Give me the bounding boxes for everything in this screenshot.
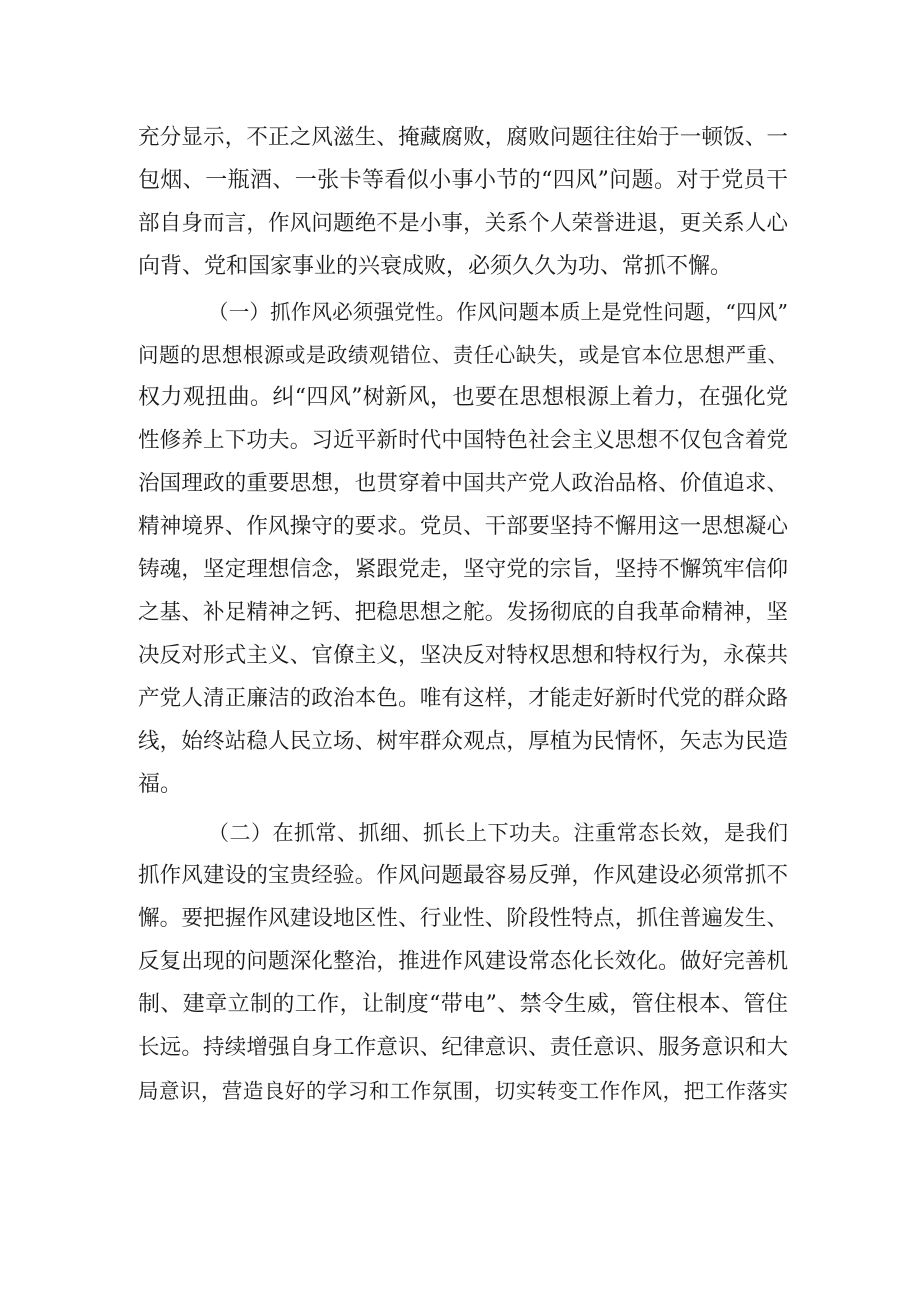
text-line: 产党人清正廉洁的政治本色。唯有这样，才能走好新时代党的群众路 — [138, 686, 788, 711]
text-line: 懈。要把握作风建设地区性、行业性、阶段性特点，抓住普遍发生、 — [138, 906, 788, 931]
text-line: 充分显示，不正之风滋生、掩藏腐败，腐败问题往往始于一顿饭、一 — [138, 125, 788, 150]
text-line: 包烟、一瓶酒、一张卡等看似小事小节的“四风”问题。对于党员干 — [138, 168, 788, 193]
text-line: 局意识，营造良好的学习和工作氛围，切实转变工作作风，把工作落实 — [138, 1079, 788, 1103]
text-line: 反复出现的问题深化整治，推进作风建设常态化长效化。做好完善机 — [138, 949, 788, 974]
section-heading-line: （一）抓作风必须强党性。作风问题本质上是党性问题，“四风” — [208, 300, 788, 324]
text-line: 决反对形式主义、官僚主义，坚决反对特权思想和特权行为，永葆共 — [138, 643, 788, 668]
text-line: 问题的思想根源或是政绩观错位、责任心缺失，或是官本位思想严重、 — [138, 343, 788, 367]
text-line: 之基、补足精神之钙、把稳思想之舵。发扬彻底的自我革命精神，坚 — [138, 600, 788, 625]
text-line: 线，始终站稳人民立场、树牢群众观点，厚植为民情怀，矢志为民造 — [138, 729, 788, 754]
text-line: 部自身而言，作风问题绝不是小事，关系个人荣誉进退，更关系人心 — [138, 211, 788, 236]
text-line: 性修养上下功夫。习近平新时代中国特色社会主义思想不仅包含着党 — [138, 428, 788, 453]
text-line: 向背、党和国家事业的兴衰成败，必须久久为功、常抓不懈。 — [138, 254, 733, 279]
text-line: 治国理政的重要思想，也贯穿着中国共产党人政治品格、价值追求、 — [138, 471, 788, 496]
section-heading-line: （二）在抓常、抓细、抓长上下功夫。注重常态长效，是我们 — [208, 821, 788, 845]
text-line: 福。 — [138, 772, 183, 797]
text-line: 制、建章立制的工作，让制度“带电”、禁令生威，管住根本、管住 — [138, 992, 788, 1017]
text-line: 抓作风建设的宝贵经验。作风问题最容易反弹，作风建设必须常抓不 — [138, 863, 788, 888]
text-line: 精神境界、作风操守的要求。党员、干部要坚持不懈用这一思想凝心 — [138, 514, 788, 539]
text-line: 权力观扭曲。纠“四风”树新风，也要在思想根源上着力，在强化党 — [138, 385, 788, 410]
text-line: 长远。持续增强自身工作意识、纪律意识、责任意识、服务意识和大 — [138, 1035, 788, 1060]
text-line: 铸魂，坚定理想信念，紧跟党走，坚守党的宗旨，坚持不懈筑牢信仰 — [138, 557, 788, 582]
